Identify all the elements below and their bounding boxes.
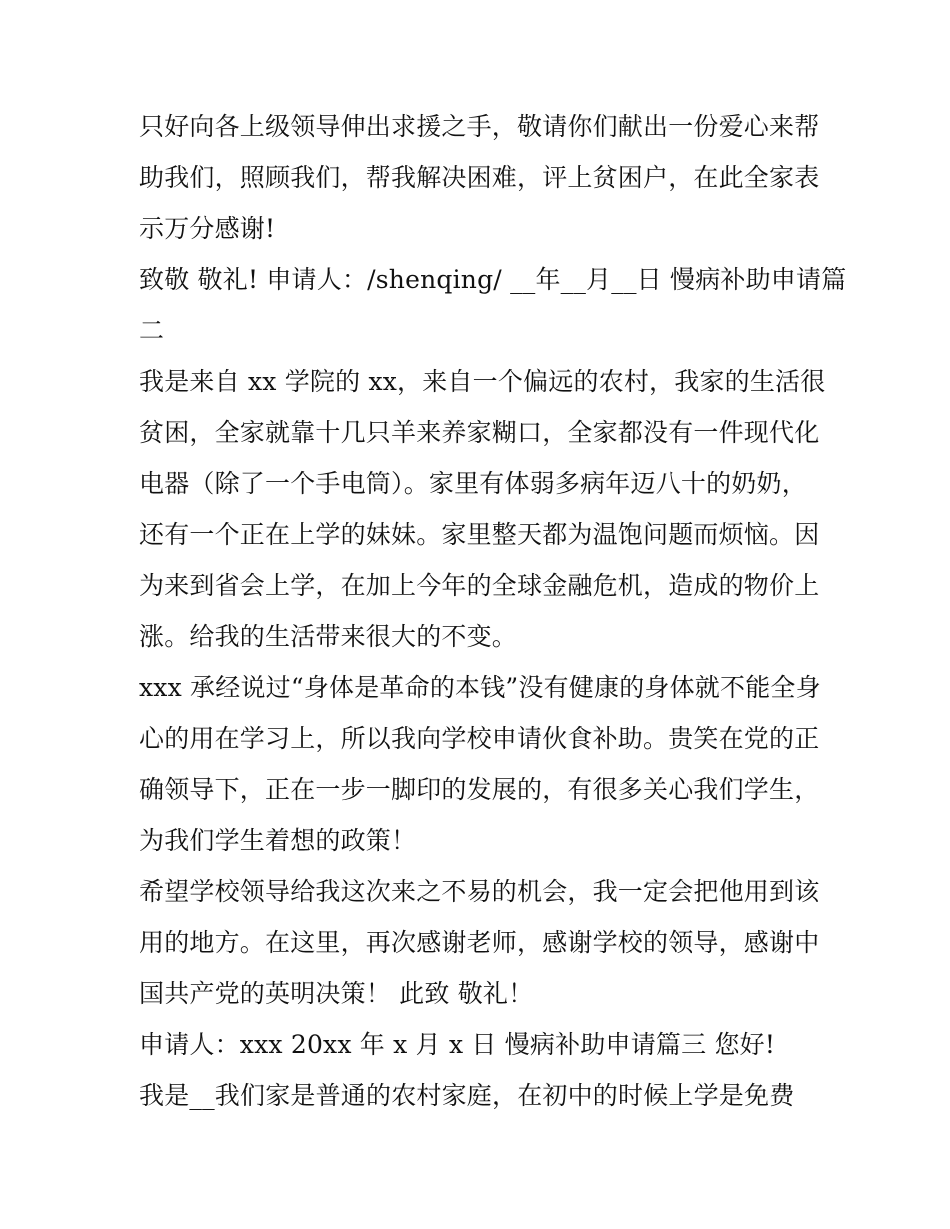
text-line: 示万分感谢! — [139, 214, 276, 243]
text-line: 致敬 敬礼! 申请人：/shenqing/ __年__月__日 慢病补助申请篇 — [139, 265, 847, 294]
text-line: 确领导下，正在一步一脚印的发展的，有很多关心我们学生， — [139, 775, 820, 804]
text-line: 贫困，全家就靠十几只羊来养家糊口，全家都没有一件现代化 — [139, 418, 820, 447]
text-line: 还有一个正在上学的妹妹。家里整天都为温饱问题而烦恼。因 — [139, 520, 820, 549]
text-line: 用的地方。在这里，再次感谢老师，感谢学校的领导，感谢中 — [139, 928, 820, 957]
text-line: 申请人：xxx 20xx 年 x 月 x 日 慢病补助申请篇三 您好! — [139, 1030, 776, 1059]
text-line: 为来到省会上学，在加上今年的全球金融危机，造成的物价上 — [139, 571, 820, 600]
document-body — [139, 101, 847, 1121]
text-line: 我是__我们家是普通的农村家庭，在初中的时候上学是免费 — [139, 1081, 795, 1110]
text-line: 我是来自 xx 学院的 xx，来自一个偏远的农村，我家的生活很 — [139, 367, 826, 396]
text-line: 心的用在学习上，所以我向学校申请伙食补助。贵笑在党的正 — [139, 724, 820, 753]
text-line: 二 — [139, 316, 165, 345]
text-line: 希望学校领导给我这次来之不易的机会，我一定会把他用到该 — [139, 877, 820, 906]
text-line: 为我们学生着想的政策！ — [139, 826, 417, 855]
text-line: 电器（除了一个手电筒）。家里有体弱多病年迈八十的奶奶， — [139, 469, 807, 498]
text-line: xxx 承经说过“身体是革命的本钱”没有健康的身体就不能全身 — [139, 673, 821, 702]
text-line: 助我们，照顾我们，帮我解决困难，评上贫困户，在此全家表 — [139, 163, 820, 192]
text-line: 涨。给我的生活带来很大的不变。 — [139, 622, 518, 651]
text-line: 只好向各上级领导伸出求援之手，敬请你们献出一份爱心来帮 — [139, 112, 820, 141]
text-line: 国共产党的英明决策！ 此致 敬礼！ — [139, 979, 534, 1008]
